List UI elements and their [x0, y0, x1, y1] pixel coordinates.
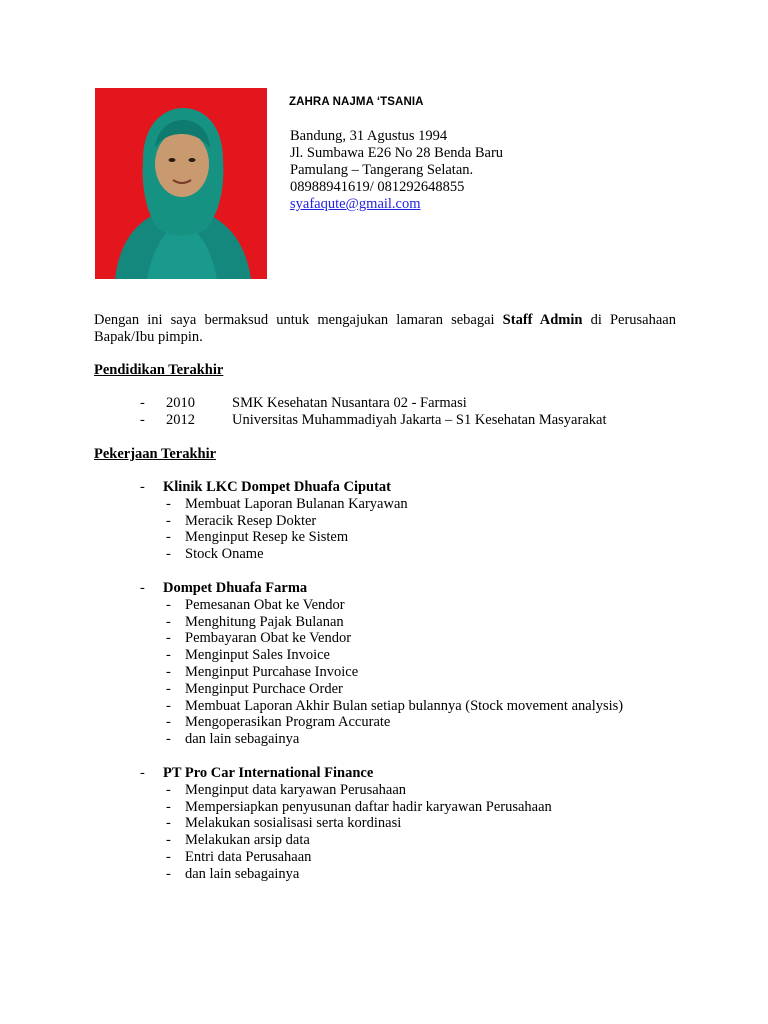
bullet-dash: -: [166, 781, 171, 798]
bullet-dash: -: [166, 495, 171, 512]
birth-info: Bandung, 31 Agustus 1994: [290, 128, 448, 144]
task-text: dan lain sebagainya: [185, 865, 300, 882]
address-line-1: Jl. Sumbawa E26 No 28 Benda Baru: [290, 145, 504, 161]
task-text: Menghitung Pajak Bulanan: [185, 613, 344, 630]
bullet-dash: -: [140, 765, 145, 781]
applicant-name: ZAHRA NAJMA ‘TSANIA: [289, 96, 424, 108]
bullet-dash: -: [140, 412, 145, 428]
task-text: Pembayaran Obat ke Vendor: [185, 630, 352, 647]
task-text: Mempersiapkan penyusunan daftar hadir karyawan Perusahaan: [185, 798, 552, 815]
task-text: Menginput Sales Invoice: [185, 647, 330, 664]
bullet-dash: -: [166, 630, 171, 647]
bullet-dash: -: [166, 714, 171, 731]
bullet-dash: -: [166, 512, 171, 529]
task-text: Melakukan sosialisasi serta kordinasi: [185, 815, 402, 832]
intro-position: Staff Admin: [502, 312, 583, 328]
address-line-2: Pamulang – Tangerang Selatan.: [290, 162, 474, 178]
task-text: Stock Oname: [185, 546, 264, 563]
task-text: Membuat Laporan Akhir Bulan setiap bulannya (Stock movement analysis): [185, 697, 624, 714]
education-year: 2012: [166, 412, 195, 428]
bullet-dash: -: [166, 697, 171, 714]
bullet-dash: -: [166, 613, 171, 630]
task-text: Pemesanan Obat ke Vendor: [185, 596, 345, 613]
bullet-dash: -: [166, 596, 171, 613]
phone-number: 08988941619/ 081292648855: [290, 179, 465, 195]
bullet-dash: -: [166, 546, 171, 563]
company-name: Klinik LKC Dompet Dhuafa Ciputat: [163, 479, 392, 495]
bullet-dash: -: [166, 798, 171, 815]
bullet-dash: -: [166, 663, 171, 680]
intro-line-2: Bapak/Ibu pimpin.: [94, 329, 203, 345]
bullet-dash: -: [166, 815, 171, 832]
bullet-dash: -: [166, 529, 171, 546]
bullet-dash: -: [166, 680, 171, 697]
education-school: SMK Kesehatan Nusantara 02 - Farmasi: [232, 395, 467, 411]
task-text: Entri data Perusahaan: [185, 848, 312, 865]
bullet-dash: -: [166, 832, 171, 849]
intro-text-before: Dengan ini saya bermaksud untuk mengajukan lamaran sebagai: [94, 312, 503, 328]
bullet-dash: -: [140, 479, 145, 495]
bullet-dash: -: [166, 647, 171, 664]
bullet-dash: -: [140, 395, 145, 411]
task-text: Menginput Purcahase Invoice: [185, 663, 359, 680]
intro-paragraph: [94, 312, 676, 346]
task-text: Meracik Resep Dokter: [185, 512, 317, 529]
task-text: Menginput Purchace Order: [185, 680, 343, 697]
task-text: Menginput data karyawan Perusahaan: [185, 781, 407, 798]
task-text: dan lain sebagainya: [185, 731, 300, 748]
contact-block: [290, 128, 503, 213]
education-school: Universitas Muhammadiyah Jakarta – S1 Kesehatan Masyarakat: [232, 412, 607, 428]
work-heading: Pekerjaan Terakhir: [94, 446, 217, 462]
bullet-dash: -: [140, 580, 145, 596]
email-link[interactable]: syafaqute@gmail.com: [290, 196, 421, 212]
bullet-dash: -: [166, 865, 171, 882]
task-text: Mengoperasikan Program Accurate: [185, 714, 391, 731]
education-heading: Pendidikan Terakhir: [94, 362, 224, 378]
bullet-dash: -: [166, 848, 171, 865]
intro-text-after: di Perusahaan: [582, 312, 676, 328]
task-text: Membuat Laporan Bulanan Karyawan: [185, 495, 408, 512]
bullet-dash: -: [166, 731, 171, 748]
profile-photo: [95, 88, 267, 279]
education-year: 2010: [166, 395, 195, 411]
task-text: Melakukan arsip data: [185, 832, 310, 849]
task-text: Menginput Resep ke Sistem: [185, 529, 349, 546]
company-name: Dompet Dhuafa Farma: [163, 580, 308, 596]
person-illustration: [95, 88, 267, 279]
intro-line-1: [94, 312, 676, 329]
company-name: PT Pro Car International Finance: [163, 765, 374, 781]
